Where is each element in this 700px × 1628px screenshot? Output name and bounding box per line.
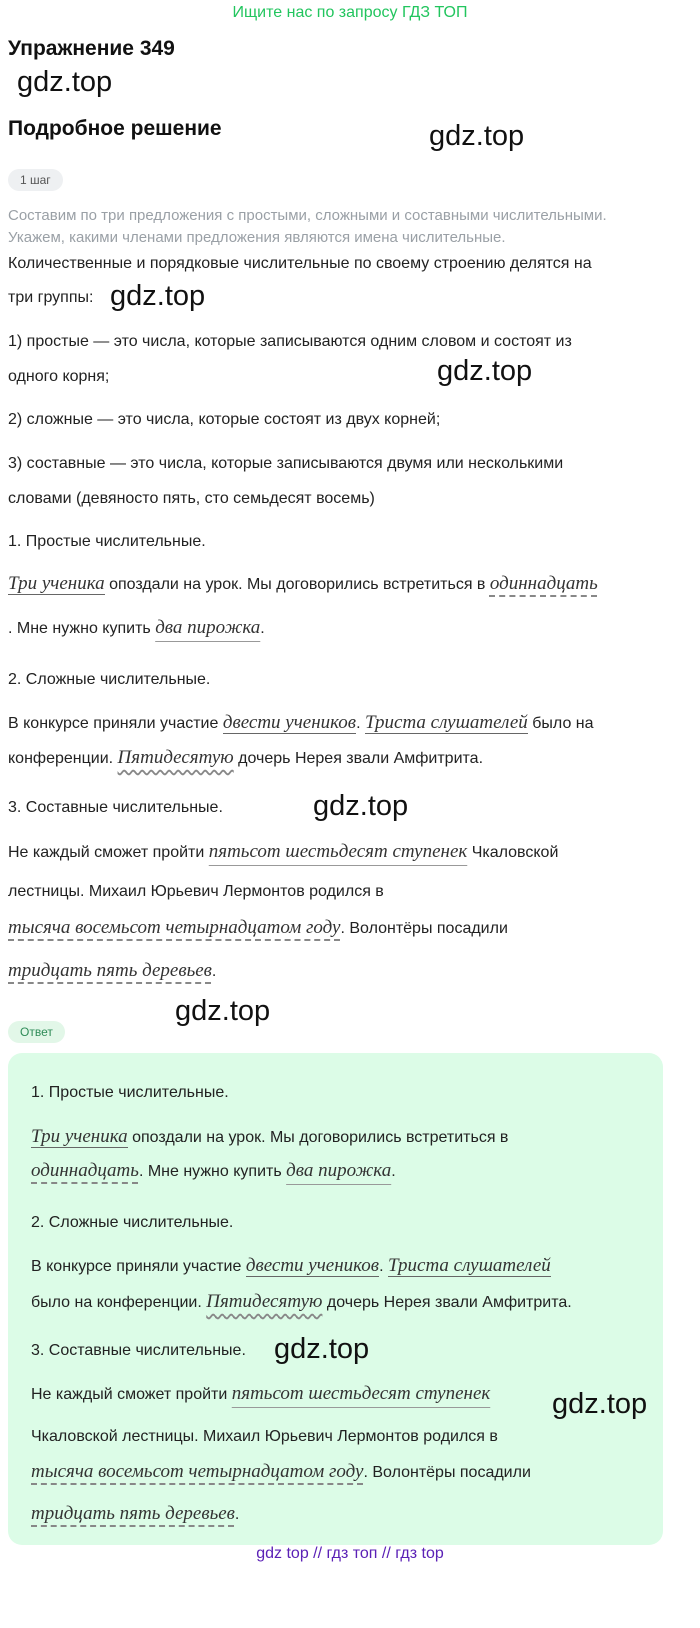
footer-link[interactable]: gdz top [256, 1545, 309, 1562]
text-span: В конкурсе приняли участие [8, 715, 223, 732]
intro-line: Укажем, какими членами предложения являются имена числительные. [8, 229, 506, 246]
text-span: . [391, 1163, 396, 1180]
watermark: gdz.top [274, 1333, 370, 1365]
sentence-compound [8, 834, 688, 870]
text-line: словами (девяносто пять, сто семьдесят восемь) [8, 490, 375, 507]
adverbial-phrase: одиннадцать [31, 1160, 139, 1181]
text-span: Чкаловской лестницы. Михаил Юрьевич Лермонтов родился в [31, 1428, 498, 1445]
footer-separator: // [381, 1545, 391, 1562]
text-line: 1) простые — это числа, которые записываются одним словом и состоят из [8, 333, 572, 350]
subject-phrase: Три ученика [31, 1126, 128, 1147]
text-span: было на конференции. [31, 1294, 207, 1311]
text-span: Чкаловской [467, 844, 559, 861]
object-phrase: два пирожка [155, 617, 261, 638]
answer-sentence-complex [31, 1248, 651, 1284]
object-phrase: пятьсот шестьдесят ступенек [208, 841, 468, 862]
watermark: gdz.top [17, 66, 113, 98]
attribute-word: Пятидесятую [206, 1291, 323, 1312]
subject-phrase: Три ученика [8, 573, 105, 594]
answer-badge: Ответ [8, 1021, 65, 1043]
text-span: . [379, 1258, 388, 1275]
section-subtitle: Подробное решение [8, 117, 222, 140]
text-line: 2. Сложные числительные. [8, 671, 211, 688]
adverbial-phrase: тысяча восемьсот четырнадцатом году [8, 917, 341, 938]
text-line: 2) сложные — это числа, которые состоят из двух корней; [8, 411, 441, 428]
paragraph-simple [8, 324, 688, 394]
adverbial-phrase: одиннадцать [489, 573, 598, 594]
text-span: . [356, 715, 365, 732]
object-phrase: тридцать пять деревьев [31, 1503, 235, 1524]
answer-sentence-compound-line4 [31, 1496, 651, 1532]
attribute-word: Пятидесятую [117, 747, 234, 768]
watermark: gdz.top [552, 1388, 648, 1420]
watermark: gdz.top [110, 280, 206, 312]
text-span: дочерь Нерея звали Амфитрита. [322, 1294, 572, 1311]
text-line: 3. Составные числительные. [8, 799, 223, 816]
subject-phrase: Триста слушателей [387, 1255, 551, 1276]
text-span: Не каждый сможет пройти [8, 844, 209, 861]
text-span: . [260, 620, 265, 637]
footer-link[interactable]: гдз топ [326, 1545, 378, 1562]
sentence-complex-cont [8, 740, 688, 776]
answer-sentence-simple [31, 1119, 651, 1155]
text-span: опоздали на урок. Мы договорились встретиться в [127, 1129, 509, 1146]
watermark: gdz.top [313, 790, 409, 822]
text-span: конференции. [8, 750, 118, 767]
heading-simple [8, 524, 688, 559]
object-phrase: пятьсот шестьдесят ступенек [231, 1383, 491, 1404]
subject-phrase: двести учеников [222, 712, 357, 733]
text-line: 3) составные — это числа, которые записываются двумя или несколькими [8, 455, 564, 472]
text-span: . Мне нужно купить [8, 620, 156, 637]
paragraph-complex [8, 402, 688, 437]
text-span: лестницы. Михаил Юрьевич Лермонтов родился в [8, 883, 384, 900]
answer-sentence-compound-line3 [31, 1454, 651, 1490]
sentence-simple [8, 566, 688, 602]
footer-separator: // [313, 1545, 323, 1562]
intro-text [8, 205, 688, 249]
text-line: 3. Составные числительные. [31, 1342, 246, 1359]
text-span: Не каждый сможет пройти [31, 1386, 232, 1403]
subject-phrase: двести учеников [245, 1255, 380, 1276]
sentence-simple-cont [8, 610, 688, 646]
paragraph-compound [8, 446, 688, 516]
answer-sentence-compound-line2 [31, 1419, 651, 1454]
footer-links [0, 1545, 700, 1563]
text-line: три группы: [8, 289, 94, 306]
answer-heading-complex [31, 1205, 651, 1240]
heading-complex [8, 662, 688, 697]
text-line: 1. Простые числительные. [8, 533, 206, 550]
text-span: опоздали на урок. Мы договорились встретиться в [104, 576, 490, 593]
text-span: . Волонтёры посадили [363, 1464, 531, 1481]
sentence-compound-line2 [8, 874, 688, 909]
text-span: было на [527, 715, 594, 732]
text-line: 2. Сложные числительные. [31, 1214, 234, 1231]
step-badge: 1 шаг [8, 169, 63, 191]
sentence-compound-line4 [8, 953, 688, 989]
object-phrase: тридцать пять деревьев [8, 960, 212, 981]
text-span: . Мне нужно купить [138, 1163, 287, 1180]
text-span: . [211, 963, 217, 980]
sentence-complex [8, 705, 688, 741]
watermark: gdz.top [429, 120, 525, 152]
answer-sentence-simple-cont [31, 1153, 651, 1189]
text-line: одного корня; [8, 368, 110, 385]
search-banner[interactable]: Ищите нас по запросу ГДЗ ТОП [232, 4, 468, 21]
text-span: . Волонтёры посадили [340, 920, 508, 937]
subject-phrase: Триста слушателей [364, 712, 528, 733]
watermark: gdz.top [175, 995, 271, 1027]
sentence-compound-line3 [8, 910, 688, 946]
answer-heading-simple [31, 1075, 651, 1110]
footer-link[interactable]: гдз top [395, 1545, 444, 1562]
object-phrase: два пирожка [286, 1160, 392, 1181]
intro-line: Составим по три предложения с простыми, сложными и составными числительными. [8, 207, 607, 224]
text-span: дочерь Нерея звали Амфитрита. [233, 750, 484, 767]
text-line: Количественные и порядковые числительные по своему строению делятся на [8, 255, 592, 272]
text-span: В конкурсе приняли участие [31, 1258, 246, 1275]
text-line: 1. Простые числительные. [31, 1084, 229, 1101]
answer-sentence-complex-cont [31, 1284, 651, 1320]
adverbial-phrase: тысяча восемьсот четырнадцатом году [31, 1461, 364, 1482]
paragraph-groups [8, 246, 688, 281]
watermark: gdz.top [437, 355, 533, 387]
text-span: . [234, 1506, 240, 1523]
page-title: Упражнение 349 [8, 37, 175, 60]
